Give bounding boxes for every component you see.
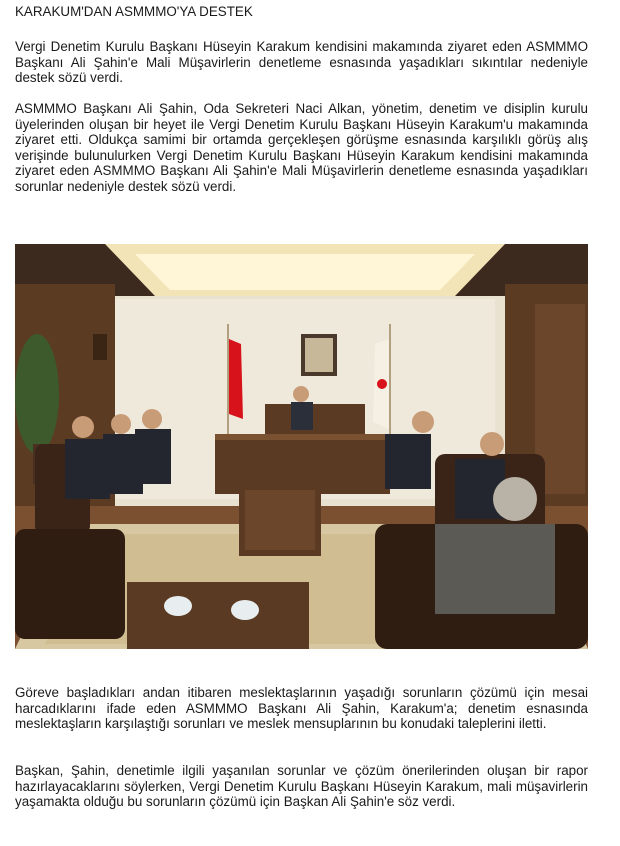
meeting-photo	[15, 244, 588, 649]
article-title: KARAKUM'DAN ASMMMO'YA DESTEK	[15, 4, 253, 19]
report-paragraph: Başkan, Şahin, denetimle ilgili yaşanılan sorunlar ve çözüm önerilerinden oluşan bir rapor hazırlayacaklarını söylerken, Vergi Denetim Kurulu Başkanı Hüseyin Karakum, mali müşavirlerin yaşamakta olduğu bu sorunların çözümü için Başkan Ali Şahin'e söz verdi.	[15, 763, 588, 809]
concerns-paragraph: Göreve başladıkları andan itibaren meslektaşlarının yaşadığı sorunların çözümü için mesai harcadıklarını ifade eden ASMMMO Başkanı Ali Şahin, Karakum'a; denetim esnasında meslektaşların karşılaştığı sorunları ve meslek mensuplarının bu konudaki taleplerini iletti.	[15, 685, 588, 731]
visit-paragraph: ASMMMO Başkanı Ali Şahin, Oda Sekreteri Naci Alkan, yönetim, denetim ve disiplin kurulu üyelerinden oluşan bir heyet ile Vergi Denetim Kurulu Başkanı Hüseyin Karakum'u makamında ziyaret etti. Oldukça samimi bir ortamda gerçekleşen görüşme esnasında karşılıklı görüş alış verişinde bulunulurken Vergi Denetim Kurulu Başkanı Hüseyin Karakum kendisini makamında ziyaret eden ASMMMO Başkanı Ali Şahin'e Mali Müşavirlerin denetleme esnasında yaşadıkları sorunlar nedeniyle destek sözü verdi.	[15, 101, 588, 194]
meeting-photo-illustration	[15, 244, 588, 649]
intro-paragraph: Vergi Denetim Kurulu Başkanı Hüseyin Karakum kendisini makamında ziyaret eden ASMMMO Başkanı Ali Şahin'e Mali Müşavirlerin denetleme esnasında yaşadıkları sıkıntılar nedeniyle destek sözü verdi.	[15, 39, 588, 85]
